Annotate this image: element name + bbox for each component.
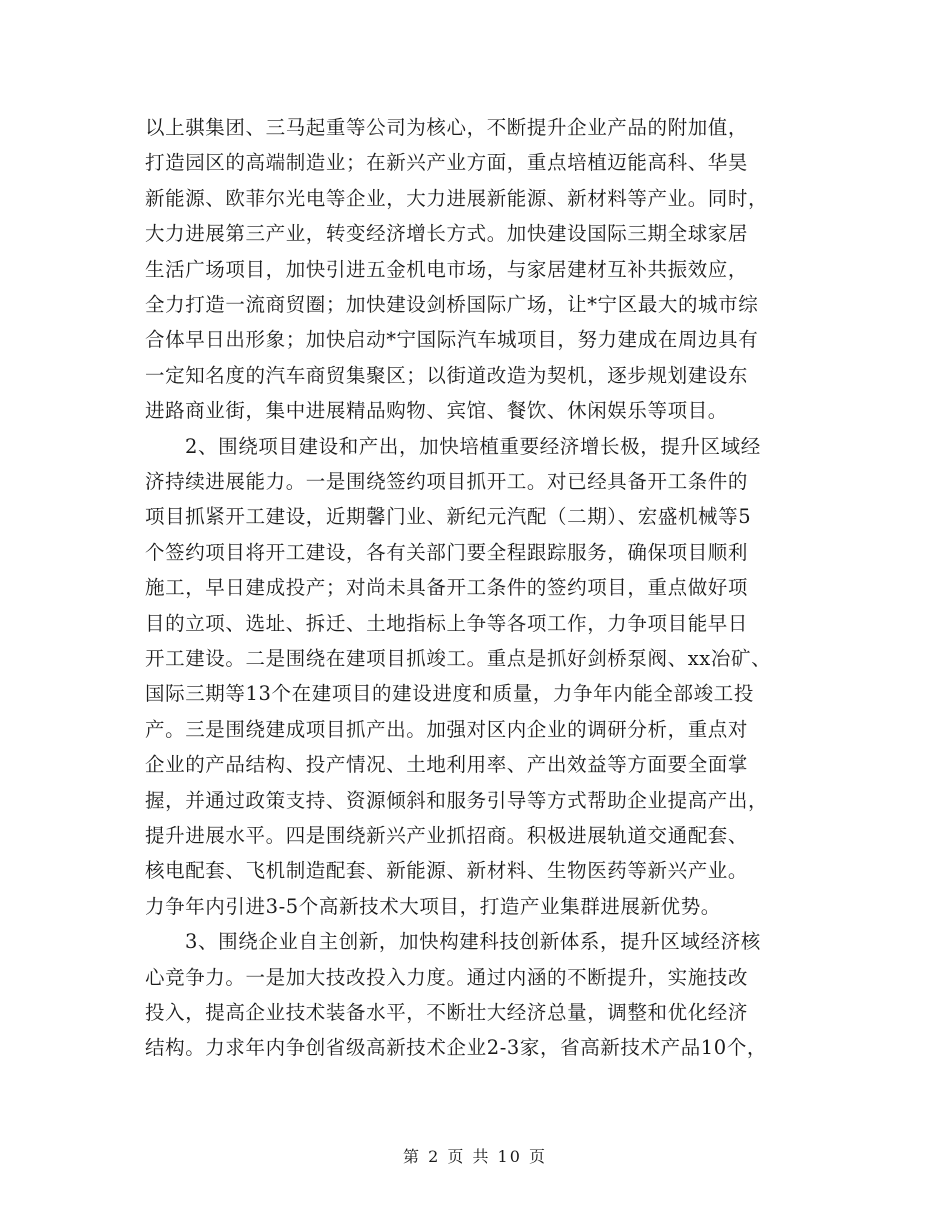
- text-line: 投入，提高企业技术装备水平，不断壮大经济总量，调整和优化经济: [145, 1001, 749, 1024]
- text-line: 国际三期等13个在建项目的建设进度和质量，力争年内能全部竣工投: [145, 682, 754, 706]
- text-line: 握，并通过政策支持、资源倾斜和服务引导等方式帮助企业提高产出，: [145, 788, 769, 812]
- page-number-footer: 第 2 页 共 10 页: [403, 1147, 547, 1166]
- text-line: 一定知名度的汽车商贸集聚区；以街道改造为契机，逐步规划建设东: [145, 363, 749, 387]
- text-line: 产。三是围绕建成项目抓产出。加强对区内企业的调研分析，重点对: [145, 717, 749, 741]
- text-line: 2、围绕项目建设和产出，加快培植重要经济增长极，提升区域经: [185, 434, 761, 458]
- text-line: 全力打造一流商贸圈；加快建设剑桥国际广场，让*宁区最大的城市综: [145, 293, 759, 316]
- text-line: 合体早日出形象；加快启动*宁国际汽车城项目，努力建成在周边具有: [145, 328, 759, 352]
- text-line: 力争年内引进3-5个高新技术大项目，打造产业集群进展新优势。: [145, 894, 721, 918]
- text-line: 心竞争力。一是加大技改投入力度。通过内涵的不断提升，实施技改: [145, 965, 749, 989]
- text-line: 目的立项、选址、拆迁、土地指标上争等各项工作，力争项目能早日: [145, 611, 749, 635]
- text-line: 打造园区的高端制造业；在新兴产业方面，重点培植迈能高科、华昊: [145, 151, 749, 175]
- text-line: 个签约项目将开工建设，各有关部门要全程跟踪服务，确保项目顺利: [145, 540, 749, 564]
- text-line: 提升进展水平。四是围绕新兴产业抓招商。积极进展轨道交通配套、: [145, 824, 749, 847]
- text-line: 济持续进展能力。一是围绕签约项目抓开工。对已经具备开工条件的: [145, 470, 749, 493]
- text-line: 进路商业街，集中进展精品购物、宾馆、餐饮、休闲娱乐等项目。: [145, 399, 728, 423]
- text-line: 生活广场项目，加快引进五金机电市场，与家居建材互补共振效应，: [145, 257, 749, 281]
- text-line: 施工，早日建成投产；对尚未具备开工条件的签约项目，重点做好项: [145, 576, 749, 600]
- text-line: 3、围绕企业自主创新，加快构建科技创新体系，提升区域经济核: [185, 930, 761, 954]
- text-line: 大力进展第三产业，转变经济增长方式。加快建设国际三期全球家居: [145, 222, 749, 246]
- text-line: 项目抓紧开工建设，近期馨门业、新纪元汽配（二期）、宏盛机械等5: [145, 505, 752, 529]
- text-line: 核电配套、飞机制造配套、新能源、新材料、生物医药等新兴产业。: [145, 859, 749, 883]
- text-line: 开工建设。二是围绕在建项目抓竣工。重点是抓好剑桥泵阀、xx冶矿、: [145, 647, 772, 670]
- text-line: 企业的产品结构、投产情况、土地利用率、产出效益等方面要全面掌: [145, 753, 749, 777]
- text-line: 新能源、欧菲尔光电等企业，大力进展新能源、新材料等产业。同时，: [145, 186, 769, 210]
- text-line: 结构。力求年内争创省级高新技术企业2-3家，省高新技术产品10个，: [145, 1036, 768, 1060]
- text-line: 以上骐集团、三马起重等公司为核心，不断提升企业产品的附加值，: [145, 116, 749, 139]
